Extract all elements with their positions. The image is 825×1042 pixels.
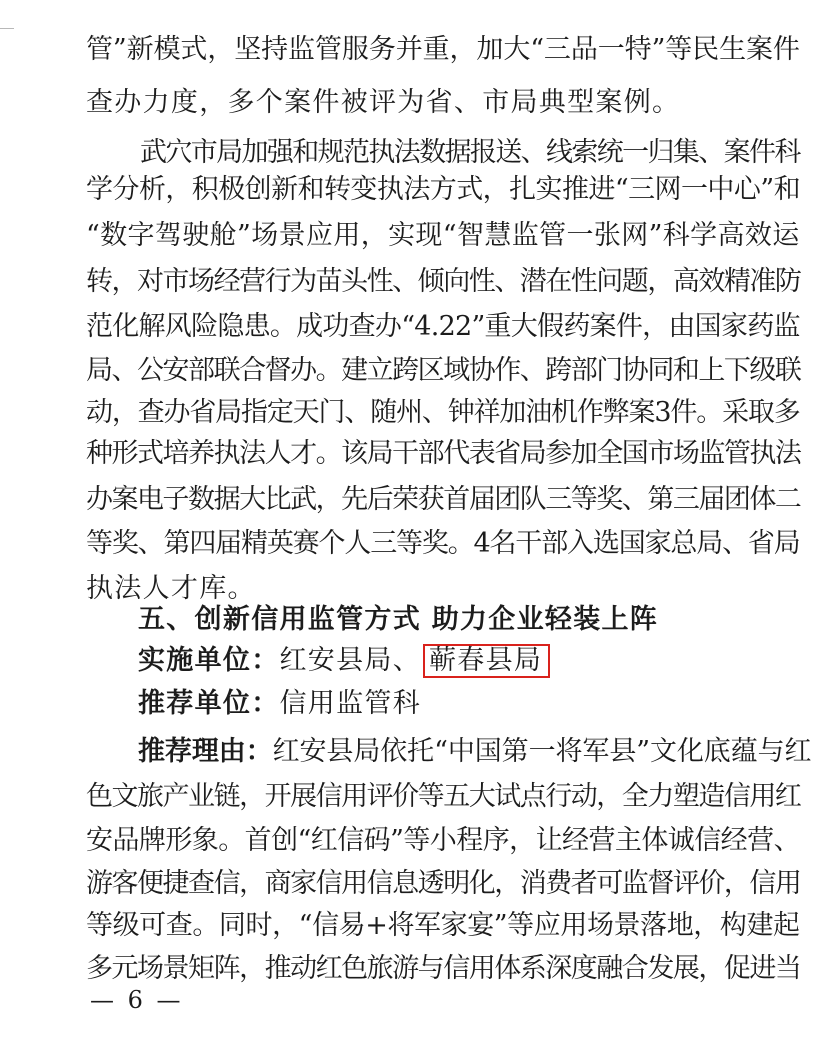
paragraph-line: 办案电子数据大比武，先后荣获首届团队三等奖、第三届团体二	[86, 484, 801, 515]
paragraph-line: 范化解风险隐患。成功查办“4.22”重大假药案件，由国家药监	[86, 311, 800, 342]
recommendation-reason-label: 推荐理由：	[138, 736, 273, 767]
paragraph-line: 执法人才库。	[86, 573, 256, 604]
recommending-unit-row	[138, 685, 421, 723]
paragraph-line: 多元场景矩阵，推动红色旅游与信用体系深度融合发展，促进当	[86, 953, 801, 984]
paragraph-line: 色文旅产业链，开展信用评价等五大试点行动，全力塑造信用红	[86, 781, 801, 812]
section-heading: 五、创新信用监管方式 助力企业轻装上阵	[138, 604, 659, 635]
paragraph-line: 游客便捷查信，商家信用信息透明化，消费者可监督评价，信用	[86, 868, 801, 899]
highlighted-unit-name: 蕲春县局	[423, 644, 550, 678]
implementing-unit-value: 红安县局、	[279, 645, 421, 676]
paragraph-line: 动，查办省局指定天门、随州、钟祥加油机作弊案3件。采取多	[86, 397, 800, 428]
paragraph-line: 安品牌形象。首创“红信码”等小程序，让经营主体诚信经营、	[86, 825, 801, 856]
paragraph-line: 局、公安部联合督办。建立跨区域协作、跨部门协同和上下级联	[86, 355, 801, 386]
recommendation-reason-first-line: 红安县局依托“中国第一将军县”文化底蕴与红	[272, 736, 812, 767]
paragraph-line: 等奖、第四届精英赛个人三等奖。4名干部入选国家总局、省局	[86, 528, 800, 559]
paragraph-line: 转，对市场经营行为苗头性、倾向性、潜在性问题，高效精准防	[86, 266, 801, 297]
recommending-unit-value: 信用监管科	[279, 688, 421, 719]
paragraph-line: 等级可查。同时，“信易+将军家宴”等应用场景落地，构建起	[86, 910, 800, 941]
paragraph-line: 查办力度，多个案件被评为省、市局典型案例。	[86, 87, 681, 118]
paragraph-line: 武穴市局加强和规范执法数据报送、线索统一归集、案件科	[140, 137, 800, 168]
page-number: — 6 —	[90, 986, 184, 1014]
implementing-unit-row	[138, 642, 550, 680]
paragraph-line: 学分析，积极创新和转变执法方式，扎实推进“三网一中心”和	[86, 174, 801, 205]
paragraph-line: “数字驾驶舱”场景应用，实现“智慧监管一张网”科学高效运	[86, 220, 800, 251]
recommending-unit-label: 推荐单位：	[138, 688, 280, 719]
recommendation-reason-row	[138, 733, 811, 771]
scan-corner-mark	[0, 28, 14, 29]
paragraph-line: 管”新模式，坚持监管服务并重，加大“三品一特”等民生案件	[86, 34, 800, 65]
paragraph-line: 种形式培养执法人才。该局干部代表省局参加全国市场监管执法	[86, 438, 801, 469]
implementing-unit-label: 实施单位：	[138, 645, 280, 676]
